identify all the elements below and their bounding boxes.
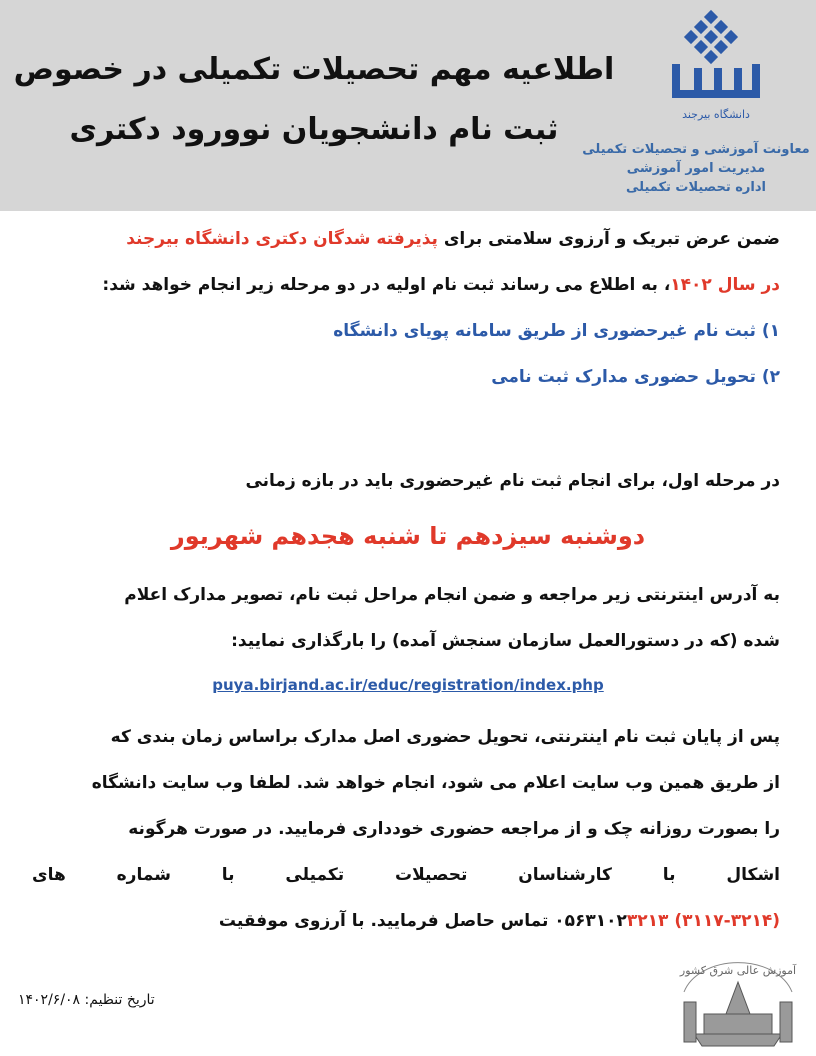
dept-line-1: معاونت آموزشی و تحصیلات تکمیلی [582,142,810,157]
stage1-line: در مرحله اول، برای انجام ثبت نام غیرحضوری باید در بازه زمانی [245,471,780,491]
intro-paragraph-1 [32,216,780,262]
intro-text-2: ، به اطلاع می رساند ثبت نام اولیه در دو مرحله زیر انجام خواهد شد: [102,275,671,295]
dept-line-2: مدیریت امور آموزشی [626,161,766,176]
stage2-line-1: پس از پایان ثبت نام اینترنتی، تحویل حضوری اصل مدارک براساس زمان بندی که [110,727,780,747]
closing-text: تماس حاصل فرمایید. با آرزوی موفقیت [218,911,555,931]
year-highlight: در سال ۱۴۰۲ [670,275,780,295]
step-2: ۲) تحویل حضوری مدارک ثبت نامی [491,367,780,387]
issue-date: تاریخ تنظیم: ۱۴۰۲/۶/۰۸ [18,992,155,1008]
step-1: ۱) ثبت نام غیرحضوری از طریق سامانه پویای دانشگاه [333,321,780,341]
stage2-section [32,714,780,944]
header-banner [0,0,816,211]
intro-text: ضمن عرض تبریک و آرزوی سلامتی برای [437,229,780,249]
seal-text: آموزش عالی شرق کشور [679,964,797,977]
registration-period: دوشنبه سیزدهم تا شنبه هجدهم شهریور [170,522,646,550]
dept-line-3: اداره تحصیلات تکمیلی [625,180,767,195]
instruction-line-2: شده (که در دستورالعمل سازمان سنجش آمده) را بارگذاری نمایید: [231,631,780,651]
phone-prefix: ۰۵۶۳۱۰۲ [554,911,627,931]
intro-paragraph-2 [32,262,780,308]
phone-extensions: (۳۱۱۷-۳۲۱۴) [674,911,780,931]
title-line-1: اطلاعیه مهم تحصیلات تکمیلی در خصوص [13,52,615,87]
stage2-line-5 [32,898,780,944]
department-block [576,140,816,197]
instruction-line-1: به آدرس اینترنتی زیر مراجعه و ضمن انجام مراحل ثبت نام، تصویر مدارک اعلام [124,585,780,605]
stage1-intro [32,458,780,504]
stage2-line-2: از طریق همین وب سایت اعلام می شود، انجام خواهد شد. لطفا وب سایت دانشگاه [91,773,780,793]
intro-section [32,216,780,400]
stage1-instructions [32,572,780,664]
university-logo-icon [664,6,768,126]
stage2-line-3: را بصورت روزانه چک و از مراجعه حضوری خودداری فرمایید. در صورت هرگونه [128,819,780,839]
stage2-line-4: اشکال با کارشناسان تحصیلات تکمیلی با شماره های [32,865,780,885]
logo-caption: دانشگاه بیرجند [682,108,750,121]
registration-link[interactable]: puya.birjand.ac.ir/educ/registration/index.php [212,676,604,694]
page-title [4,40,624,160]
phone-suffix: ۳۲۱۳ [626,911,669,931]
intro-highlight: پذیرفته شدگان دکتری دانشگاه بیرجند [126,229,438,249]
title-line-2: ثبت نام دانشجویان نوورود دکتری [69,112,559,147]
institution-seal-icon [664,952,812,1052]
